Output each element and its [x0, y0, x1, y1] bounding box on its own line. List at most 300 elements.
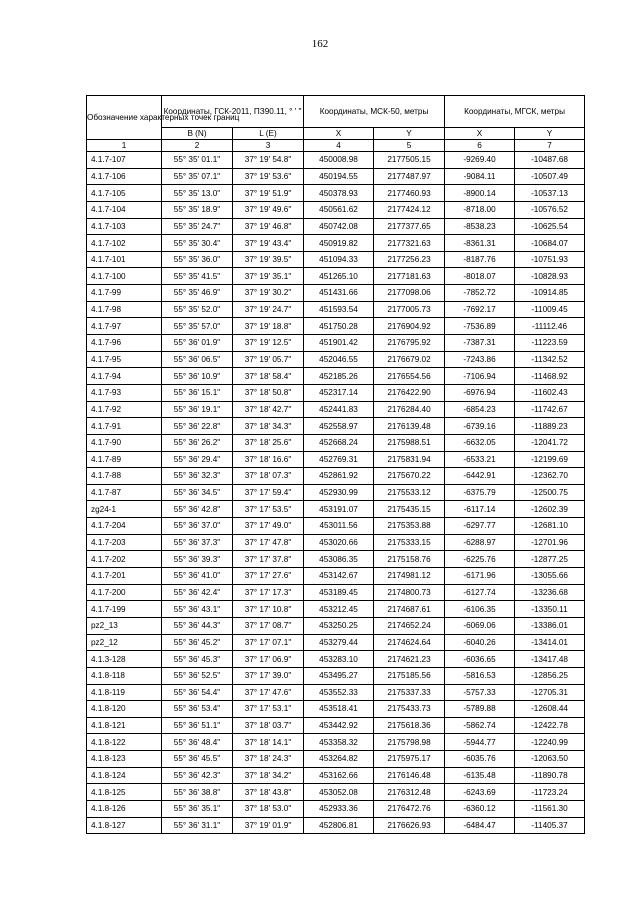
- cell-gsk-l: 37° 18' 25.6": [233, 434, 304, 451]
- cell-msk-x: 450742.08: [304, 218, 374, 235]
- cell-msk-y: 2176472.76: [374, 800, 445, 817]
- cell-point-id: 4.1.7-92: [87, 401, 162, 418]
- table-row: [87, 784, 585, 801]
- cell-msk-y: 2176422.90: [374, 384, 445, 401]
- cell-msk-x: 453250.25: [304, 617, 374, 634]
- cell-mgsk-y: -10751.93: [515, 251, 585, 268]
- header-sub-mgsk-x: X: [445, 128, 515, 140]
- header-num-4: 4: [304, 140, 374, 152]
- cell-gsk-l: 37° 19' 53.6": [233, 168, 304, 185]
- cell-gsk-l: 37° 18' 34.2": [233, 767, 304, 784]
- cell-msk-y: 2174652.24: [374, 617, 445, 634]
- cell-gsk-b: 55° 36' 01.9": [162, 335, 233, 352]
- cell-msk-x: 453011.56: [304, 518, 374, 535]
- cell-gsk-b: 55° 36' 10.9": [162, 368, 233, 385]
- cell-msk-y: 2175185.56: [374, 667, 445, 684]
- cell-msk-y: 2176312.48: [374, 784, 445, 801]
- cell-mgsk-x: -6040.26: [445, 634, 515, 651]
- header-num-6: 6: [445, 140, 515, 152]
- coordinates-table: [86, 95, 585, 834]
- cell-point-id: 4.1.7-91: [87, 418, 162, 435]
- cell-msk-y: 2175158.76: [374, 551, 445, 568]
- cell-point-id: 4.1.8-124: [87, 767, 162, 784]
- cell-gsk-l: 37° 17' 07.1": [233, 634, 304, 651]
- cell-gsk-b: 55° 36' 38.8": [162, 784, 233, 801]
- cell-msk-x: 451593.54: [304, 301, 374, 318]
- header-gsk-label: Координаты, ГСК-2011, ПЗ90.11, ° ' ": [162, 96, 304, 128]
- cell-point-id: 4.1.7-96: [87, 335, 162, 352]
- cell-msk-x: 452930.99: [304, 484, 374, 501]
- cell-gsk-b: 55° 36' 51.1": [162, 717, 233, 734]
- cell-mgsk-x: -6127.74: [445, 584, 515, 601]
- cell-mgsk-y: -12199.69: [515, 451, 585, 468]
- cell-msk-y: 2177460.93: [374, 185, 445, 202]
- cell-point-id: 4.1.3-128: [87, 651, 162, 668]
- cell-point-id: 4.1.7-102: [87, 235, 162, 252]
- header-sub-msk-x: X: [304, 128, 374, 140]
- cell-point-id: 4.1.7-200: [87, 584, 162, 601]
- cell-point-id: 4.1.7-94: [87, 368, 162, 385]
- table-row: [87, 701, 585, 718]
- cell-msk-y: 2176904.92: [374, 318, 445, 335]
- cell-msk-y: 2175337.33: [374, 684, 445, 701]
- cell-msk-y: 2175988.51: [374, 434, 445, 451]
- cell-gsk-l: 37° 18' 14.1": [233, 734, 304, 751]
- table-row: [87, 418, 585, 435]
- header-num-7: 7: [515, 140, 585, 152]
- table-row: [87, 401, 585, 418]
- cell-msk-x: 450919.82: [304, 235, 374, 252]
- cell-point-id: 4.1.8-121: [87, 717, 162, 734]
- cell-msk-y: 2174621.23: [374, 651, 445, 668]
- cell-point-id: 4.1.8-126: [87, 800, 162, 817]
- cell-msk-x: 452769.31: [304, 451, 374, 468]
- table-row: [87, 501, 585, 518]
- cell-mgsk-y: -11602.43: [515, 384, 585, 401]
- table-row: [87, 667, 585, 684]
- cell-mgsk-x: -6442.91: [445, 468, 515, 485]
- cell-gsk-l: 37° 19' 51.9": [233, 185, 304, 202]
- cell-gsk-b: 55° 36' 44.3": [162, 617, 233, 634]
- cell-gsk-b: 55° 36' 45.5": [162, 751, 233, 768]
- cell-gsk-b: 55° 36' 32.3": [162, 468, 233, 485]
- cell-gsk-b: 55° 35' 30.4": [162, 235, 233, 252]
- header-msk-label: Координаты, МСК-50, метры: [304, 96, 445, 128]
- header-number-row: [87, 140, 585, 152]
- cell-msk-x: 453086.35: [304, 551, 374, 568]
- table-row: [87, 185, 585, 202]
- cell-msk-x: 453264.82: [304, 751, 374, 768]
- cell-point-id: 4.1.7-98: [87, 301, 162, 318]
- cell-mgsk-x: -5816.53: [445, 667, 515, 684]
- cell-point-id: 4.1.7-104: [87, 201, 162, 218]
- cell-gsk-l: 37° 18' 16.6": [233, 451, 304, 468]
- cell-gsk-b: 55° 36' 35.1": [162, 800, 233, 817]
- cell-gsk-l: 37° 18' 43.8": [233, 784, 304, 801]
- header-sub-b: B (N): [162, 128, 233, 140]
- table-body: [87, 152, 585, 834]
- cell-mgsk-x: -6297.77: [445, 518, 515, 535]
- table-row: [87, 318, 585, 335]
- cell-gsk-l: 37° 19' 24.7": [233, 301, 304, 318]
- cell-mgsk-y: -13417.48: [515, 651, 585, 668]
- cell-msk-y: 2177005.73: [374, 301, 445, 318]
- cell-mgsk-y: -11723.24: [515, 784, 585, 801]
- cell-mgsk-x: -5757.33: [445, 684, 515, 701]
- cell-msk-y: 2176795.92: [374, 335, 445, 352]
- header-num-3: 3: [233, 140, 304, 152]
- cell-mgsk-y: -11223.59: [515, 335, 585, 352]
- cell-mgsk-x: -8018.07: [445, 268, 515, 285]
- cell-mgsk-y: -10507.49: [515, 168, 585, 185]
- cell-point-id: 4.1.8-118: [87, 667, 162, 684]
- cell-gsk-b: 55° 36' 22.8": [162, 418, 233, 435]
- cell-gsk-l: 37° 17' 39.0": [233, 667, 304, 684]
- cell-mgsk-x: -6117.14: [445, 501, 515, 518]
- cell-gsk-l: 37° 19' 39.5": [233, 251, 304, 268]
- cell-mgsk-x: -6533.21: [445, 451, 515, 468]
- cell-msk-y: 2176554.56: [374, 368, 445, 385]
- cell-mgsk-y: -13386.01: [515, 617, 585, 634]
- cell-gsk-l: 37° 19' 54.8": [233, 152, 304, 169]
- cell-gsk-b: 55° 35' 46.9": [162, 285, 233, 302]
- table-row: [87, 734, 585, 751]
- cell-gsk-b: 55° 36' 42.4": [162, 584, 233, 601]
- cell-mgsk-x: -8900.14: [445, 185, 515, 202]
- cell-msk-y: 2175433.73: [374, 701, 445, 718]
- cell-msk-x: 450194.55: [304, 168, 374, 185]
- cell-msk-y: 2175831.94: [374, 451, 445, 468]
- cell-gsk-l: 37° 19' 01.9": [233, 817, 304, 834]
- cell-point-id: 4.1.7-199: [87, 601, 162, 618]
- cell-gsk-b: 55° 36' 34.5": [162, 484, 233, 501]
- cell-point-id: 4.1.8-127: [87, 817, 162, 834]
- cell-msk-y: 2177487.97: [374, 168, 445, 185]
- table-row: [87, 717, 585, 734]
- cell-mgsk-x: -6484.47: [445, 817, 515, 834]
- cell-msk-y: 2177505.15: [374, 152, 445, 169]
- cell-msk-y: 2176679.02: [374, 351, 445, 368]
- cell-point-id: 4.1.8-125: [87, 784, 162, 801]
- table-row: [87, 251, 585, 268]
- cell-msk-x: 453442.92: [304, 717, 374, 734]
- header-subrow: [87, 128, 585, 140]
- cell-gsk-b: 55° 35' 36.0": [162, 251, 233, 268]
- cell-gsk-l: 37° 18' 34.3": [233, 418, 304, 435]
- cell-mgsk-x: -7243.86: [445, 351, 515, 368]
- cell-point-id: zg24-1: [87, 501, 162, 518]
- cell-gsk-l: 37° 19' 46.8": [233, 218, 304, 235]
- cell-gsk-b: 55° 36' 37.3": [162, 534, 233, 551]
- cell-msk-x: 453552.33: [304, 684, 374, 701]
- table-row: [87, 268, 585, 285]
- cell-msk-x: 452317.14: [304, 384, 374, 401]
- cell-mgsk-y: -11468.92: [515, 368, 585, 385]
- cell-gsk-l: 37° 17' 17.3": [233, 584, 304, 601]
- cell-point-id: 4.1.8-120: [87, 701, 162, 718]
- cell-msk-x: 453162.66: [304, 767, 374, 784]
- cell-gsk-b: 55° 35' 07.1": [162, 168, 233, 185]
- cell-point-id: 4.1.8-119: [87, 684, 162, 701]
- cell-gsk-b: 55° 36' 53.4": [162, 701, 233, 718]
- cell-point-id: 4.1.7-99: [87, 285, 162, 302]
- cell-mgsk-y: -11112.46: [515, 318, 585, 335]
- cell-gsk-l: 37° 17' 06.9": [233, 651, 304, 668]
- cell-mgsk-x: -9269.40: [445, 152, 515, 169]
- cell-gsk-b: 55° 35' 18.9": [162, 201, 233, 218]
- cell-mgsk-y: -10684.07: [515, 235, 585, 252]
- cell-gsk-b: 55° 36' 29.4": [162, 451, 233, 468]
- cell-msk-y: 2177321.63: [374, 235, 445, 252]
- cell-gsk-b: 55° 36' 39.3": [162, 551, 233, 568]
- cell-msk-y: 2177256.23: [374, 251, 445, 268]
- cell-mgsk-x: -6225.76: [445, 551, 515, 568]
- cell-mgsk-x: -6360.12: [445, 800, 515, 817]
- cell-gsk-l: 37° 19' 18.8": [233, 318, 304, 335]
- cell-gsk-b: 55° 36' 41.0": [162, 568, 233, 585]
- cell-msk-y: 2175670.22: [374, 468, 445, 485]
- cell-gsk-l: 37° 17' 47.8": [233, 534, 304, 551]
- cell-gsk-l: 37° 17' 49.0": [233, 518, 304, 535]
- cell-mgsk-x: -8718.00: [445, 201, 515, 218]
- cell-mgsk-x: -7536.89: [445, 318, 515, 335]
- cell-gsk-b: 55° 35' 52.0": [162, 301, 233, 318]
- header-sub-mgsk-y: Y: [515, 128, 585, 140]
- cell-msk-y: 2176139.48: [374, 418, 445, 435]
- cell-mgsk-x: -8538.23: [445, 218, 515, 235]
- cell-gsk-l: 37° 17' 27.6": [233, 568, 304, 585]
- cell-msk-x: 452806.81: [304, 817, 374, 834]
- cell-mgsk-y: -12705.31: [515, 684, 585, 701]
- cell-msk-x: 453212.45: [304, 601, 374, 618]
- cell-gsk-l: 37° 18' 58.4": [233, 368, 304, 385]
- cell-gsk-l: 37° 18' 07.3": [233, 468, 304, 485]
- table-row: [87, 617, 585, 634]
- table-row: [87, 351, 585, 368]
- cell-gsk-b: 55° 36' 37.0": [162, 518, 233, 535]
- cell-msk-y: 2175353.88: [374, 518, 445, 535]
- cell-msk-x: 453358.32: [304, 734, 374, 751]
- table-row: [87, 285, 585, 302]
- cell-mgsk-x: -5862.74: [445, 717, 515, 734]
- cell-msk-x: 453283.10: [304, 651, 374, 668]
- cell-point-id: 4.1.7-93: [87, 384, 162, 401]
- cell-gsk-b: 55° 36' 42.8": [162, 501, 233, 518]
- table-row: [87, 817, 585, 834]
- cell-mgsk-y: -12500.75: [515, 484, 585, 501]
- cell-msk-x: 453020.66: [304, 534, 374, 551]
- cell-mgsk-x: -6135.48: [445, 767, 515, 784]
- cell-gsk-b: 55° 36' 52.5": [162, 667, 233, 684]
- cell-gsk-l: 37° 18' 42.7": [233, 401, 304, 418]
- cell-mgsk-y: -12701.96: [515, 534, 585, 551]
- cell-point-id: pz2_13: [87, 617, 162, 634]
- cell-msk-x: 453052.08: [304, 784, 374, 801]
- table-row: [87, 651, 585, 668]
- cell-mgsk-y: -12041.72: [515, 434, 585, 451]
- cell-gsk-b: 55° 36' 06.5": [162, 351, 233, 368]
- cell-mgsk-y: -10914.85: [515, 285, 585, 302]
- cell-msk-x: 453518.41: [304, 701, 374, 718]
- cell-gsk-b: 55° 36' 48.4": [162, 734, 233, 751]
- cell-mgsk-x: -6632.05: [445, 434, 515, 451]
- cell-gsk-b: 55° 35' 24.7": [162, 218, 233, 235]
- cell-mgsk-y: -10828.93: [515, 268, 585, 285]
- cell-mgsk-x: -6854.23: [445, 401, 515, 418]
- cell-gsk-l: 37° 19' 43.4": [233, 235, 304, 252]
- cell-mgsk-x: -7852.72: [445, 285, 515, 302]
- cell-gsk-b: 55° 36' 19.1": [162, 401, 233, 418]
- cell-mgsk-y: -10487.68: [515, 152, 585, 169]
- cell-mgsk-y: -10625.54: [515, 218, 585, 235]
- cell-msk-x: 452046.55: [304, 351, 374, 368]
- cell-msk-y: 2174687.61: [374, 601, 445, 618]
- header-sub-msk-y: Y: [374, 128, 445, 140]
- cell-gsk-l: 37° 18' 50.8": [233, 384, 304, 401]
- cell-point-id: 4.1.8-122: [87, 734, 162, 751]
- table-row: [87, 152, 585, 169]
- cell-mgsk-y: -10537.13: [515, 185, 585, 202]
- cell-msk-y: 2176146.48: [374, 767, 445, 784]
- table-row: [87, 601, 585, 618]
- cell-msk-y: 2177424.12: [374, 201, 445, 218]
- header-mgsk-label: Координаты, МГСК, метры: [445, 96, 585, 128]
- cell-msk-x: 453191.07: [304, 501, 374, 518]
- cell-gsk-l: 37° 18' 53.0": [233, 800, 304, 817]
- cell-mgsk-x: -7387.31: [445, 335, 515, 352]
- cell-mgsk-y: -13236.68: [515, 584, 585, 601]
- cell-mgsk-x: -6976.94: [445, 384, 515, 401]
- cell-point-id: 4.1.7-201: [87, 568, 162, 585]
- cell-point-id: 4.1.7-101: [87, 251, 162, 268]
- cell-gsk-b: 55° 36' 31.1": [162, 817, 233, 834]
- cell-point-id: 4.1.7-90: [87, 434, 162, 451]
- cell-mgsk-y: -11405.37: [515, 817, 585, 834]
- cell-msk-x: 451750.28: [304, 318, 374, 335]
- cell-mgsk-x: -6288.97: [445, 534, 515, 551]
- cell-mgsk-y: -12063.50: [515, 751, 585, 768]
- cell-msk-x: 450561.62: [304, 201, 374, 218]
- header-row: [87, 96, 585, 128]
- cell-mgsk-y: -13350.11: [515, 601, 585, 618]
- cell-mgsk-x: -6035.76: [445, 751, 515, 768]
- table-row: [87, 534, 585, 551]
- cell-gsk-b: 55° 36' 45.3": [162, 651, 233, 668]
- cell-mgsk-x: -7106.94: [445, 368, 515, 385]
- cell-mgsk-y: -12422.78: [515, 717, 585, 734]
- cell-msk-y: 2176284.40: [374, 401, 445, 418]
- cell-gsk-l: 37° 19' 12.5": [233, 335, 304, 352]
- cell-msk-y: 2177098.06: [374, 285, 445, 302]
- cell-mgsk-y: -11889.23: [515, 418, 585, 435]
- cell-msk-y: 2177377.65: [374, 218, 445, 235]
- cell-point-id: 4.1.7-97: [87, 318, 162, 335]
- table-row: [87, 584, 585, 601]
- cell-msk-y: 2176626.93: [374, 817, 445, 834]
- cell-mgsk-x: -8361.31: [445, 235, 515, 252]
- cell-point-id: 4.1.7-107: [87, 152, 162, 169]
- cell-msk-x: 453495.27: [304, 667, 374, 684]
- cell-mgsk-y: -13414.01: [515, 634, 585, 651]
- cell-point-id: 4.1.7-105: [87, 185, 162, 202]
- table-row: [87, 451, 585, 468]
- cell-mgsk-y: -11009.45: [515, 301, 585, 318]
- cell-mgsk-y: -11561.30: [515, 800, 585, 817]
- cell-msk-x: 450378.93: [304, 185, 374, 202]
- table-row: [87, 368, 585, 385]
- header-point-label: Обозначение характерных точек границ: [87, 96, 162, 140]
- cell-msk-x: 452668.24: [304, 434, 374, 451]
- cell-mgsk-x: -6069.06: [445, 617, 515, 634]
- table-row: [87, 468, 585, 485]
- cell-msk-y: 2175975.17: [374, 751, 445, 768]
- cell-gsk-l: 37° 17' 47.6": [233, 684, 304, 701]
- cell-gsk-b: 55° 35' 41.5": [162, 268, 233, 285]
- cell-gsk-b: 55° 35' 57.0": [162, 318, 233, 335]
- cell-mgsk-x: -5944.77: [445, 734, 515, 751]
- cell-gsk-l: 37° 17' 53.1": [233, 701, 304, 718]
- cell-msk-y: 2175798.98: [374, 734, 445, 751]
- page-number: 162: [311, 38, 329, 50]
- header-num-1: 1: [87, 140, 162, 152]
- cell-mgsk-x: -8187.76: [445, 251, 515, 268]
- cell-mgsk-y: -13055.66: [515, 568, 585, 585]
- table-row: [87, 551, 585, 568]
- cell-gsk-l: 37° 19' 05.7": [233, 351, 304, 368]
- cell-gsk-b: 55° 36' 54.4": [162, 684, 233, 701]
- table-row: [87, 568, 585, 585]
- cell-point-id: 4.1.7-103: [87, 218, 162, 235]
- cell-point-id: 4.1.7-88: [87, 468, 162, 485]
- cell-point-id: 4.1.7-95: [87, 351, 162, 368]
- cell-mgsk-y: -12877.25: [515, 551, 585, 568]
- cell-gsk-l: 37° 19' 35.1": [233, 268, 304, 285]
- cell-point-id: 4.1.7-202: [87, 551, 162, 568]
- cell-mgsk-y: -12681.10: [515, 518, 585, 535]
- table-row: [87, 201, 585, 218]
- cell-mgsk-x: -7692.17: [445, 301, 515, 318]
- table-row: [87, 384, 585, 401]
- cell-mgsk-x: -6171.96: [445, 568, 515, 585]
- cell-mgsk-y: -11890.78: [515, 767, 585, 784]
- cell-mgsk-y: -11742.67: [515, 401, 585, 418]
- cell-gsk-b: 55° 36' 43.1": [162, 601, 233, 618]
- cell-gsk-b: 55° 36' 26.2": [162, 434, 233, 451]
- table-row: [87, 684, 585, 701]
- cell-gsk-l: 37° 17' 08.7": [233, 617, 304, 634]
- table-row: [87, 218, 585, 235]
- table-row: [87, 767, 585, 784]
- cell-gsk-b: 55° 35' 01.1": [162, 152, 233, 169]
- cell-mgsk-x: -6243.69: [445, 784, 515, 801]
- cell-msk-x: 451265.10: [304, 268, 374, 285]
- cell-msk-y: 2174800.73: [374, 584, 445, 601]
- cell-point-id: 4.1.7-203: [87, 534, 162, 551]
- cell-gsk-l: 37° 17' 37.8": [233, 551, 304, 568]
- cell-msk-y: 2175618.36: [374, 717, 445, 734]
- header-sub-l: L (E): [233, 128, 304, 140]
- cell-msk-x: 450008.98: [304, 152, 374, 169]
- table-row: [87, 235, 585, 252]
- cell-gsk-l: 37° 19' 49.6": [233, 201, 304, 218]
- cell-msk-x: 453142.67: [304, 568, 374, 585]
- cell-gsk-l: 37° 17' 10.8": [233, 601, 304, 618]
- cell-mgsk-y: -12856.25: [515, 667, 585, 684]
- header-num-2: 2: [162, 140, 233, 152]
- cell-mgsk-x: -6036.65: [445, 651, 515, 668]
- cell-point-id: 4.1.7-89: [87, 451, 162, 468]
- cell-mgsk-y: -12602.39: [515, 501, 585, 518]
